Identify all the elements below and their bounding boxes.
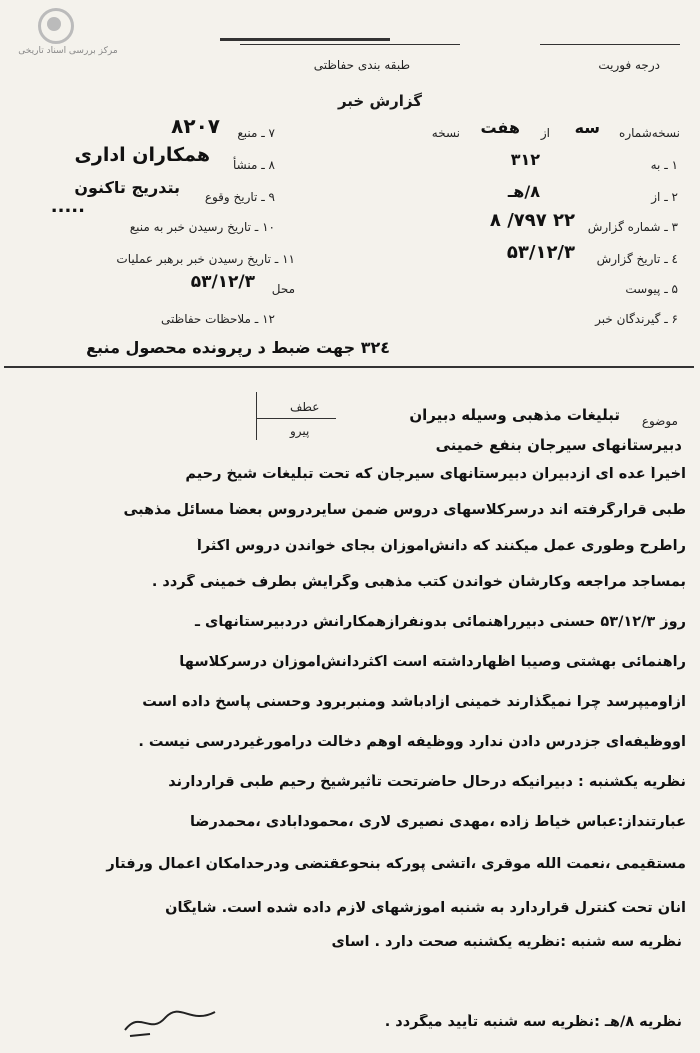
from-label: ۲ ـ از	[651, 190, 678, 204]
body-line: اووظیفه‌ای جزدرس دادن ندارد ووظیفه اوهم دخالت درامورغیردرسی نیست .	[138, 734, 686, 750]
priority-rule	[540, 44, 680, 45]
leader-arrival-date-label: ۱۱ ـ تاریخ رسیدن خبر برهبر عملیات	[116, 252, 295, 266]
report-number-label: ۳ ـ شماره گزارش	[587, 220, 678, 234]
archive-logo	[8, 6, 118, 66]
body-line: راطرح وطوری عمل میکنند که دانش‌آموزان بجای خواندن دروس اکثراً	[196, 538, 686, 554]
from-value: ۸/هـ	[507, 182, 540, 201]
attachment-label: ۵ ـ پیوست	[625, 282, 678, 296]
source-value: ۸۲۰۷	[171, 114, 220, 138]
body-line: نظریه ۸/هـ :نظریه سه شنبه تأیید میگردد .	[384, 1014, 682, 1030]
recipient-note: ۳۲٤ جهت ضبط د رپرونده محصول منبع	[86, 338, 390, 357]
source-label: ۷ ـ منبع	[237, 126, 275, 140]
body-line: طبی قرارگرفته اند درسرکلاسهای دروس ضمن سایردروس بعضاً مسائل مذهبی	[123, 502, 686, 518]
body-line: نظریه سه شنبه :نظریه یکشنبه صحت دارد . آسای	[331, 934, 682, 950]
security-notes-label: ۱۲ ـ ملاحظات حفاظتی	[161, 312, 275, 326]
copy-number-value: سه	[574, 118, 600, 137]
copy-of-value: هفت	[480, 118, 520, 137]
place-value: ۵۳/۱۲/۳	[190, 272, 255, 292]
subject-line-2: دبیرستانهای سیرجان بنفع خمینی	[435, 436, 682, 454]
logo-emblem-icon	[38, 8, 74, 44]
to-label: ۱ ـ به	[650, 158, 678, 172]
source-arrival-date-value: .....	[50, 196, 85, 217]
subject-line-1: تبلیغات مذهبی وسیله دبیران	[409, 406, 620, 424]
body-line: آنان تحت کنترل قراردارد به شنبه آموزشهای لازم داده شده است. شایگان	[165, 900, 686, 916]
subject-label: موضوع	[641, 414, 678, 428]
body-line: روز ۵۳/۱۲/۳ حسنی دبیرراهنمائی بدونفرازهمکارانش دردبیرستانهای ـ	[195, 614, 686, 630]
copy-of-label: از	[540, 126, 550, 140]
place-label: محل	[271, 282, 295, 296]
body-line: نظریه یکشنبه : دبیرانیکه درحال حاضرتحت تأثیرشیخ رحیم طبی قراردارند	[168, 774, 686, 790]
body-line: مستقیمی ،نعمت الله موقری ،آتشی پورکه بنحوعقتضی ودرحدامکان اعمال ورفتار	[106, 856, 686, 872]
reference-divider	[256, 392, 257, 440]
body-line: اخیراً عده ای ازدبیران دبیرستانهای سیرجان که تحت تبلیغات شیخ رحیم	[185, 466, 686, 482]
body-line: بمساجد مراجعه وکارشان خواندن کتب مذهبی وگرایش بطرف خمینی گردد .	[151, 574, 686, 590]
report-date-label: ٤ ـ تاریخ گزارش	[596, 252, 678, 266]
recipients-label: ۶ ـ گیرندگان خبر	[595, 312, 678, 326]
to-value: ۳۱۲	[510, 150, 540, 169]
source-arrival-date-label: ۱۰ ـ تاریخ رسیدن خبر به منبع	[129, 220, 275, 234]
copy-number-label: نسخه‌شماره	[619, 126, 680, 140]
body-line: عبارتنداز:عباس خیاط زاده ،مهدی نصیری لاری ،محمودآبادی ،محمدرضا	[189, 814, 686, 830]
reference-atf-label: عطف	[290, 400, 320, 414]
classification-label: طبقه بندی حفاظتی	[313, 58, 410, 72]
occurrence-date-value: بتدریج تاکنون	[74, 178, 180, 197]
body-line: ازاومیپرسد چرا نمیگذارند خمینی آزادباشد ومنبربرود وحسنی پاسخ داده است	[142, 694, 686, 710]
reference-rule	[256, 418, 336, 419]
header-stamp-bar	[220, 28, 390, 41]
origin-value: همکاران اداری	[74, 144, 210, 166]
occurrence-date-label: ۹ ـ تاریخ وقوع	[204, 190, 275, 204]
logo-text: مرکز بررسی اسناد تاریخی	[18, 46, 118, 56]
report-number-value: ۲۲ ۷۹۷/ ۸	[489, 210, 575, 231]
report-date-value: ۵۳/۱۲/۳	[506, 242, 575, 263]
header-divider	[4, 366, 694, 368]
priority-label: درجه فوریت	[598, 58, 660, 72]
signature-scribble-icon	[120, 1000, 220, 1040]
report-title: گزارش خبر	[337, 92, 422, 110]
classification-rule	[240, 44, 460, 45]
origin-label: ۸ ـ منشأ	[232, 158, 275, 172]
body-line: راهنمائی بهشتی وصیبا اظهارداشته است اکثردانش‌آموزان درسرکلاسها	[179, 654, 686, 670]
copy-label: نسخه	[431, 126, 460, 140]
reference-peyro-label: پیرو	[290, 424, 310, 438]
